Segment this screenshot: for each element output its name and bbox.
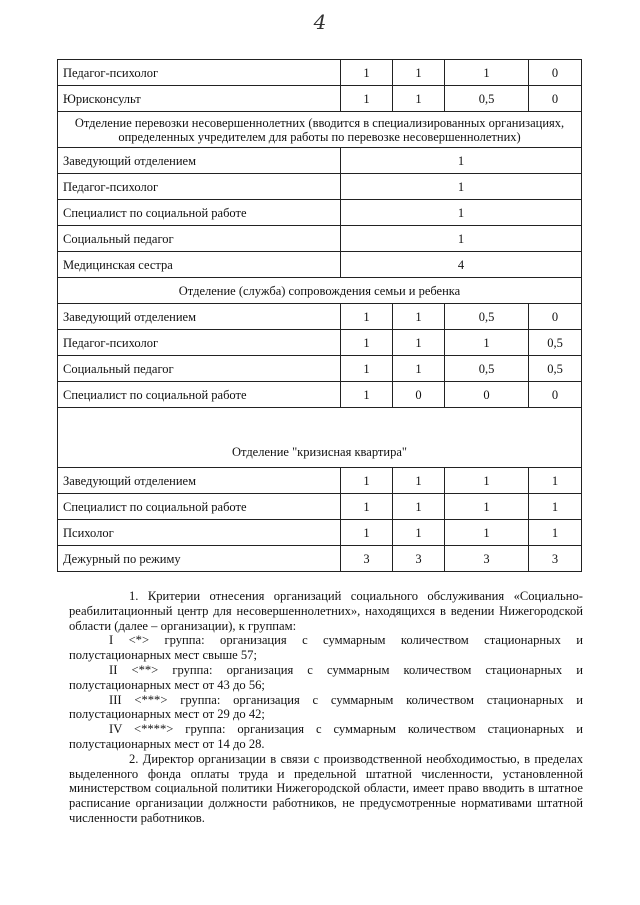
table-row <box>58 174 582 200</box>
value-cell: 3 <box>341 546 393 572</box>
position-name: Заведующий отделением <box>58 148 341 174</box>
criteria-group-3: III <***> группа: организация с суммарным количеством стационарных и полустационарных мест от 29 до 42; <box>69 692 583 722</box>
value-cell: 1 <box>341 356 393 382</box>
value-cell: 0,5 <box>445 304 529 330</box>
page-number: 4 <box>313 10 327 34</box>
value-cell: 0 <box>529 304 582 330</box>
table-row <box>58 330 582 356</box>
criteria-group-1: I <*> группа: организация с суммарным количеством стационарных и полустационарных мест свыше 57; <box>69 633 583 663</box>
value-cell: 1 <box>341 200 582 226</box>
value-cell: 1 <box>341 226 582 252</box>
value-cell: 1 <box>445 330 529 356</box>
value-cell: 1 <box>529 494 582 520</box>
value-cell: 1 <box>445 494 529 520</box>
value-cell: 0 <box>529 86 582 112</box>
position-name: Педагог-психолог <box>58 330 341 356</box>
value-cell: 1 <box>341 520 393 546</box>
position-name: Юрисконсульт <box>58 86 341 112</box>
value-cell: 1 <box>393 520 445 546</box>
value-cell: 1 <box>393 468 445 494</box>
table-row <box>58 468 582 494</box>
table-row <box>58 546 582 572</box>
value-cell: 0,5 <box>445 86 529 112</box>
position-name: Специалист по социальной работе <box>58 200 341 226</box>
table-row <box>58 304 582 330</box>
section-heading-row <box>58 112 582 148</box>
section-heading-row <box>58 408 582 468</box>
criteria-group-4: IV <****> группа: организация с суммарным количеством стационарных и полустационарных мест от 14 до 28. <box>69 722 583 751</box>
value-cell: 1 <box>445 520 529 546</box>
section-heading-row <box>58 278 582 304</box>
criteria-intro: 1. Критерии отнесения организаций социального обслуживания «Социально-реабилитационный центр для несовершеннолетних», находящихся в ведении Нижегородской области (далее – организации), к группам: <box>69 589 583 633</box>
value-cell: 1 <box>341 330 393 356</box>
table-row <box>58 252 582 278</box>
position-name: Дежурный по режиму <box>58 546 341 572</box>
value-cell: 0 <box>445 382 529 408</box>
criteria-group-2: II <**> группа: организация с суммарным количеством стационарных и полустационарных мест от 43 до 56; <box>69 662 583 692</box>
value-cell: 1 <box>341 60 393 86</box>
position-name: Специалист по социальной работе <box>58 494 341 520</box>
position-name: Педагог-психолог <box>58 174 341 200</box>
value-cell: 3 <box>529 546 582 572</box>
criteria-text <box>69 589 583 826</box>
table-row <box>58 148 582 174</box>
value-cell: 1 <box>445 468 529 494</box>
value-cell: 1 <box>393 356 445 382</box>
value-cell: 1 <box>393 330 445 356</box>
position-name: Заведующий отделением <box>58 468 341 494</box>
value-cell: 1 <box>529 468 582 494</box>
value-cell: 0 <box>529 60 582 86</box>
value-cell: 1 <box>393 494 445 520</box>
value-cell: 1 <box>393 60 445 86</box>
position-name: Социальный педагог <box>58 356 341 382</box>
value-cell: 1 <box>393 304 445 330</box>
table-row <box>58 86 582 112</box>
value-cell: 1 <box>341 148 582 174</box>
value-cell: 0,5 <box>445 356 529 382</box>
section-heading-family: Отделение (служба) сопровождения семьи и ребенка <box>58 278 582 304</box>
value-cell: 1 <box>393 86 445 112</box>
table-row <box>58 356 582 382</box>
staffing-table <box>57 59 582 572</box>
value-cell: 1 <box>341 174 582 200</box>
position-name: Педагог-психолог <box>58 60 341 86</box>
value-cell: 3 <box>445 546 529 572</box>
position-name: Социальный педагог <box>58 226 341 252</box>
table-row <box>58 226 582 252</box>
table-row <box>58 494 582 520</box>
value-cell: 0 <box>393 382 445 408</box>
value-cell: 0,5 <box>529 330 582 356</box>
value-cell: 1 <box>341 494 393 520</box>
table-row <box>58 200 582 226</box>
value-cell: 0,5 <box>529 356 582 382</box>
table-row <box>58 60 582 86</box>
position-name: Психолог <box>58 520 341 546</box>
position-name: Специалист по социальной работе <box>58 382 341 408</box>
value-cell: 1 <box>445 60 529 86</box>
value-cell: 4 <box>341 252 582 278</box>
value-cell: 1 <box>341 468 393 494</box>
value-cell: 1 <box>341 304 393 330</box>
table-row <box>58 520 582 546</box>
value-cell: 0 <box>529 382 582 408</box>
section-heading-transport: Отделение перевозки несовершеннолетних (вводится в специализированных организациях, определенных учредителем для работы по перевозке несовершеннолетних) <box>58 112 582 148</box>
criteria-point-2: 2. Директор организации в связи с производственной необходимостью, в пределах выделенного фонда оплаты труда и предельной штатной численности, установленной министерством социальной политики Нижегородской области, имеет право вводить в штатное расписание организации должности работников, не предусмотренные нормативами штатной численности работников. <box>69 751 583 825</box>
value-cell: 1 <box>341 382 393 408</box>
value-cell: 1 <box>341 86 393 112</box>
value-cell: 1 <box>529 520 582 546</box>
position-name: Заведующий отделением <box>58 304 341 330</box>
value-cell: 3 <box>393 546 445 572</box>
section-heading-crisis: Отделение "кризисная квартира" <box>58 408 582 468</box>
table-row <box>58 382 582 408</box>
position-name: Медицинская сестра <box>58 252 341 278</box>
